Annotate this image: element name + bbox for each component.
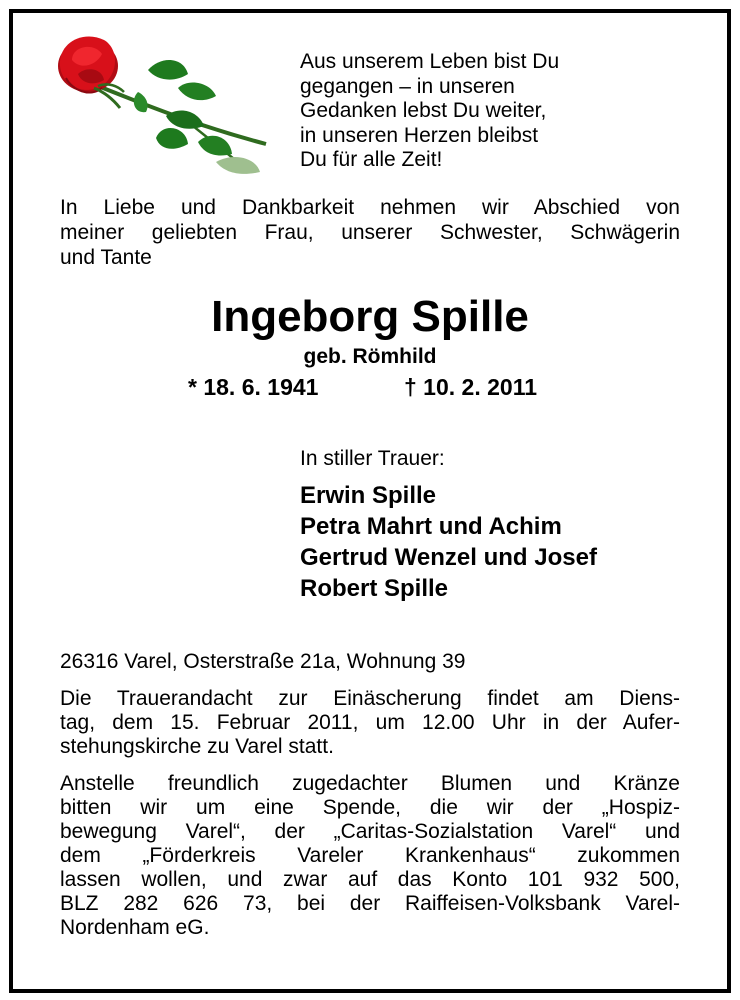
poem-line: Gedanken lebst Du weiter, [300,99,547,122]
donation-line: Anstelle freundlich zugedachter Blumen und Kränze [60,772,680,795]
poem-line: Aus unserem Leben bist Du [300,50,560,73]
address: 26316 Varel, Osterstraße 21a, Wohnung 39 [60,650,466,673]
donation-line: Nordenham eG. [60,916,210,939]
donation-line: BLZ 282 626 73, bei der Raiffeisen-Volksbank Varel- [60,892,680,915]
intro-line: und Tante [60,246,152,269]
donation-line: bewegung Varel“, der „Caritas-Sozialstation Varel“ und [60,820,680,843]
donation-line: bitten wir um eine Spende, die wir der „Hospiz- [60,796,680,819]
deceased-name: Ingeborg Spille [211,292,529,341]
family-member: Robert Spille [300,575,449,602]
birth-date: * 18. 6. 1941 [188,374,319,400]
born-name: geb. Römhild [303,345,437,368]
donation-line: lassen wollen, und zwar auf das Konto 101 932 500, [60,868,680,891]
family-member: Petra Mahrt und Achim [300,513,562,540]
family-member: Gertrud Wenzel und Josef [300,544,597,571]
family-member: Erwin Spille [300,482,437,509]
donation-line: dem „Förderkreis Vareler Krankenhaus“ zukommen [60,844,680,867]
ceremony-paragraph [60,687,680,759]
death-date: † 10. 2. 2011 [404,374,538,400]
intro-text [60,195,680,270]
poem-line: Du für alle Zeit! [300,148,443,171]
rose-image [38,26,278,186]
intro-line: In Liebe und Dankbarkeit nehmen wir Abschied von [60,196,680,219]
ceremony-line: tag, dem 15. Februar 2011, um 12.00 Uhr in der Aufer- [60,711,680,734]
poem [300,50,559,173]
intro-line: meiner geliebten Frau, unserer Schwester, Schwägerin [60,221,680,244]
mourning-label: In stiller Trauer: [300,447,445,470]
poem-line: in unseren Herzen bleibst [300,123,539,147]
ceremony-line: Die Trauerandacht zur Einäscherung findet am Diens- [60,687,680,710]
ceremony-line: stehungskirche zu Varel statt. [60,735,334,758]
poem-line: gegangen – in unseren [300,74,515,98]
donation-paragraph [60,772,680,940]
family-list [300,480,597,604]
